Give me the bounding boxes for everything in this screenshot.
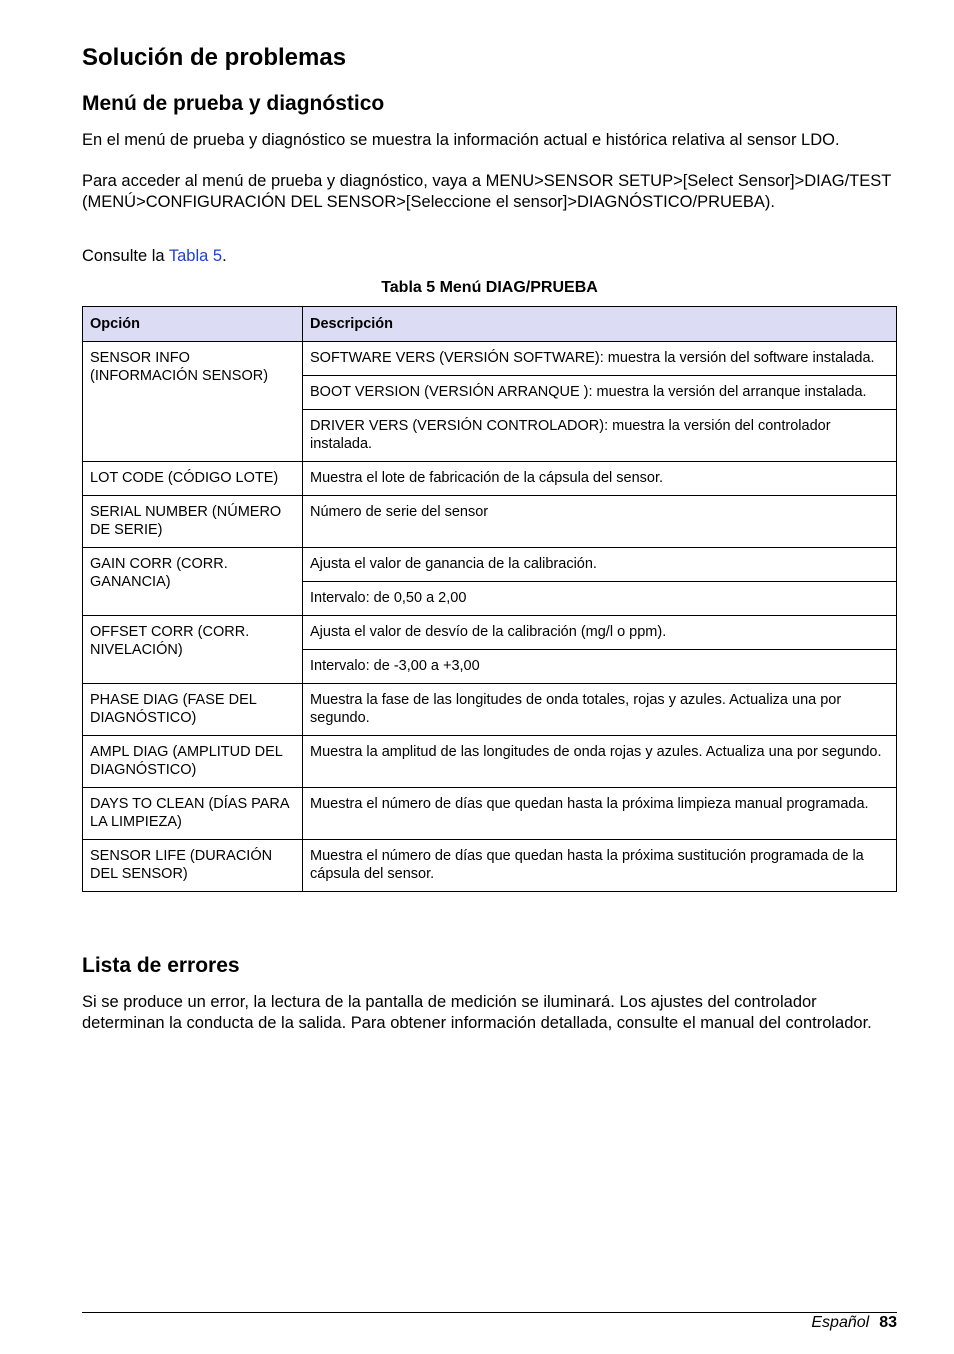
description-cell: DRIVER VERS (VERSIÓN CONTROLADOR): muestra la versión del controlador instalada.	[303, 410, 897, 462]
description-cell: SOFTWARE VERS (VERSIÓN SOFTWARE): muestra la versión del software instalada.	[303, 342, 897, 376]
description-cell: Ajusta el valor de desvío de la calibración (mg/l o ppm).	[303, 616, 897, 650]
section-heading-diagnostic-menu: Menú de prueba y diagnóstico	[82, 92, 385, 115]
description-cell: Intervalo: de 0,50 a 2,00	[303, 582, 897, 616]
table-row	[83, 462, 897, 496]
table-row	[83, 840, 897, 892]
option-cell: SERIAL NUMBER (NÚMERO DE SERIE)	[83, 496, 303, 548]
table-row	[83, 616, 897, 650]
column-header-option: Opción	[83, 307, 303, 342]
option-cell: PHASE DIAG (FASE DEL DIAGNÓSTICO)	[83, 684, 303, 736]
column-header-description: Descripción	[303, 307, 897, 342]
reference-paragraph	[82, 246, 897, 267]
table-row	[83, 788, 897, 840]
description-cell: BOOT VERSION (VERSIÓN ARRANQUE ): muestra la versión del arranque instalada.	[303, 376, 897, 410]
table-5-link[interactable]: Tabla 5	[168, 247, 223, 265]
option-cell: DAYS TO CLEAN (DÍAS PARA LA LIMPIEZA)	[83, 788, 303, 840]
footer-language: Español	[811, 1314, 870, 1331]
description-cell: Muestra el número de días que quedan hasta la próxima sustitución programada de la cápsula del sensor.	[303, 840, 897, 892]
description-cell: Ajusta el valor de ganancia de la calibración.	[303, 548, 897, 582]
description-cell: Muestra el número de días que quedan hasta la próxima limpieza manual programada.	[303, 788, 897, 840]
option-cell: AMPL DIAG (AMPLITUD DEL DIAGNÓSTICO)	[83, 736, 303, 788]
page-title: Solución de problemas	[82, 44, 347, 71]
option-cell: GAIN CORR (CORR. GANANCIA)	[83, 548, 303, 616]
error-list-paragraph: Si se produce un error, la lectura de la pantalla de medición se iluminará. Los ajustes del controlador determinan la conducta de la salida. Para obtener información detallada, consulte el manual del controlador.	[82, 993, 872, 1032]
table-row	[83, 736, 897, 788]
table-row	[83, 496, 897, 548]
table-row	[83, 342, 897, 376]
option-cell: LOT CODE (CÓDIGO LOTE)	[83, 462, 303, 496]
diag-menu-table	[82, 306, 897, 892]
option-cell: OFFSET CORR (CORR. NIVELACIÓN)	[83, 616, 303, 684]
reference-suffix: .	[222, 247, 227, 265]
table-caption: Tabla 5 Menú DIAG/PRUEBA	[381, 279, 598, 296]
section-heading-error-list: Lista de errores	[82, 954, 240, 977]
table-row	[83, 548, 897, 582]
reference-prefix: Consulte la	[82, 247, 169, 265]
description-cell: Número de serie del sensor	[303, 496, 897, 548]
option-cell: SENSOR LIFE (DURACIÓN DEL SENSOR)	[83, 840, 303, 892]
table-row	[83, 684, 897, 736]
page-footer	[811, 1312, 897, 1333]
footer-divider	[82, 1312, 897, 1313]
option-cell: SENSOR INFO (INFORMACIÓN SENSOR)	[83, 342, 303, 462]
access-paragraph: Para acceder al menú de prueba y diagnóstico, vaya a MENU>SENSOR SETUP>[Select Sensor]>DIAG/TEST (MENÚ>CONFIGURACIÓN DEL SENSOR>[Seleccione el sensor]>DIAGNÓSTICO/PRUEBA).	[82, 172, 892, 211]
intro-paragraph: En el menú de prueba y diagnóstico se muestra la información actual e histórica relativa al sensor LDO.	[82, 131, 840, 149]
description-cell: Muestra el lote de fabricación de la cápsula del sensor.	[303, 462, 897, 496]
description-cell: Muestra la amplitud de las longitudes de onda rojas y azules. Actualiza una por segundo.	[303, 736, 897, 788]
description-cell: Muestra la fase de las longitudes de onda totales, rojas y azules. Actualiza una por segundo.	[303, 684, 897, 736]
description-cell: Intervalo: de -3,00 a +3,00	[303, 650, 897, 684]
page-number: 83	[879, 1314, 897, 1331]
table-header-row	[83, 307, 897, 342]
